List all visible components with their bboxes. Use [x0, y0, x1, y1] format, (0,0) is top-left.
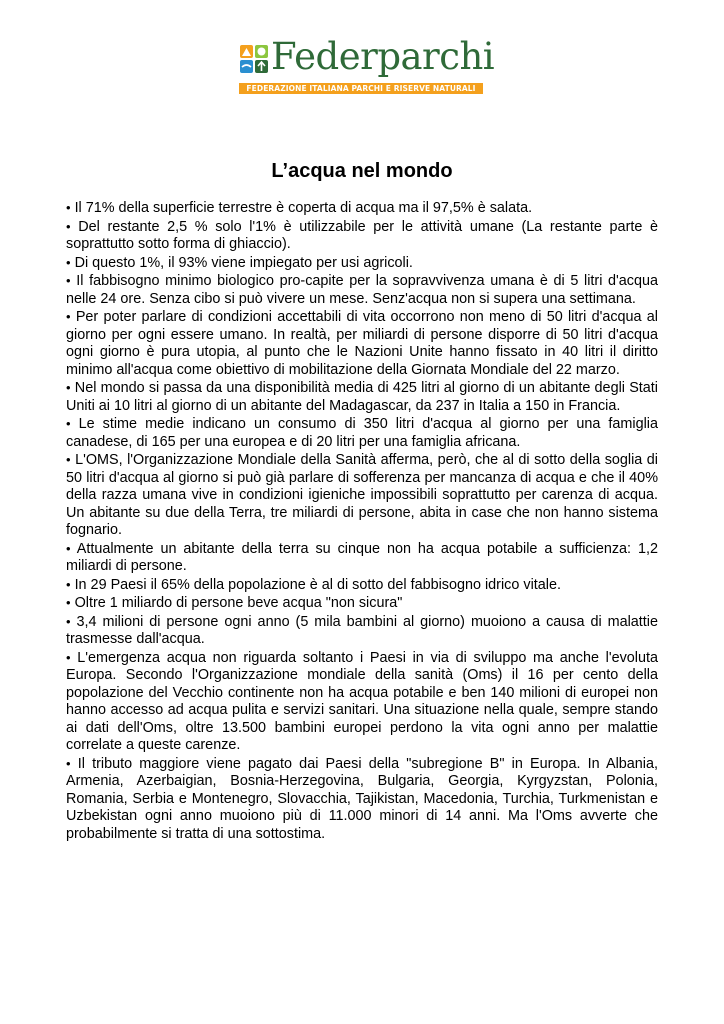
bullet-text: L'emergenza acqua non riguarda soltanto i Paesi in via di sviluppo ma anche l'evoluta Europa. Secondo l'Organizzazione mondiale della sanità (Oms) il 16 per cento della popolazione del Vecchio continente non ha acqua potabile e ben 140 milioni di europei non hanno accesso ad acqua pulita e servizi sanitari. Una situazione nella quale, sempre stando ai dati dell'Oms, oltre 13.500 bambini europei perdono la vita ogni anno per malattie correlate a queste carenze. [66, 649, 659, 753]
bullet-dot: • [66, 613, 71, 629]
bullet-item [66, 254, 658, 273]
bullet-item [66, 540, 658, 576]
bullet-dot: • [66, 540, 71, 556]
bullet-item [66, 415, 658, 451]
bullet-dot: • [66, 576, 71, 592]
brand-name: Federparchi [271, 35, 495, 78]
bullet-text: Oltre 1 miliardo di persone beve acqua "non sicura" [74, 595, 403, 611]
bullet-item [66, 218, 658, 254]
bullet-item [66, 755, 658, 844]
bullet-text: Attualmente un abitante della terra su cinque non ha acqua potabile a sufficienza: 1,2 miliardi di persone. [66, 540, 658, 574]
bullet-text: Le stime medie indicano un consumo di 350 litri d'acqua al giorno per una famiglia canadese, di 165 per una europea e di 20 litri per una famiglia africana. [66, 416, 658, 450]
park-emblem-icon [239, 44, 269, 74]
bullet-dot: • [66, 755, 71, 771]
bullet-text: Di questo 1%, il 93% viene impiegato per usi agricoli. [74, 254, 413, 271]
brand-tagline: FEDERAZIONE ITALIANA PARCHI E RISERVE NATURALI [239, 83, 483, 94]
bullet-item [66, 613, 658, 649]
bullet-dot: • [66, 273, 71, 288]
bullet-item [66, 308, 658, 379]
bullet-text: Nel mondo si passa da una disponibilità media di 425 litri al giorno di un abitante degli Stati Uniti ai 10 litri al giorno di un abitante del Madagascar, da 237 in Italia a 150 in Francia. [66, 380, 658, 414]
bullet-text: Il 71% della superficie terrestre è coperta di acqua ma il 97,5% è salata. [74, 200, 533, 216]
bullet-dot: • [66, 649, 71, 665]
bullet-dot: • [66, 595, 71, 610]
bullet-item [66, 379, 658, 415]
bullet-dot: • [66, 416, 71, 431]
bullet-list [66, 199, 658, 843]
bullet-item [66, 272, 658, 308]
document-title: L’acqua nel mondo [271, 160, 453, 182]
bullet-text: L'OMS, l'Organizzazione Mondiale della Sanità afferma, però, che al di sotto della soglia di 50 litri d'acqua al giorno si può già parlare di sofferenza per mancanza di acqua e che il 40% della razza umana vive in condizioni igieniche impossibili soprattutto per carenza di acqua. Un abitante su due della Terra, tre miliardi di persone, abita in case che non hanno sistema fognario. [66, 452, 658, 538]
bullet-dot: • [66, 380, 71, 395]
bullet-item [66, 649, 658, 755]
bullet-dot: • [66, 254, 71, 270]
bullet-text: Del restante 2,5 % solo l'1% è utilizzabile per le attività umane (La restante parte è soprattutto sotto forma di ghiaccio). [66, 218, 659, 252]
bullet-item [66, 199, 658, 218]
bullet-text: Il tributo maggiore viene pagato dai Paesi della "subregione B" in Europa. In Albania, Armenia, Azerbaigian, Bosnia-Herzegovina, Bulgaria, Georgia, Kyrgyzstan, Polonia, Romania, Serbia e Montenegro, Slovacchia, Tajikistan, Macedonia, Turchia, Turkmenistan e Uzbekistan ogni anno muoiono più di 11.000 minori di 14 anni. Ma l'Oms avverte che probabilmente si tratta di una sottostima. [66, 755, 658, 842]
bullet-text: Il fabbisogno minimo biologico pro-capite per la sopravvivenza umana è di 5 litri d'acqua nelle 24 ore. Senza cibo si può vivere un mese. Senz'acqua non si supera una settimana. [66, 273, 658, 307]
bullet-item [66, 576, 658, 595]
bullet-dot: • [66, 200, 71, 215]
bullet-item [66, 451, 658, 540]
bullet-dot: • [66, 452, 71, 467]
bullet-dot: • [66, 309, 71, 324]
bullet-text: 3,4 milioni di persone ogni anno (5 mila bambini al giorno) muoiono a causa di malattie trasmesse dall'acqua. [66, 613, 659, 647]
bullet-text: Per poter parlare di condizioni accettabili di vita occorrono non meno di 50 litri d'acqua al giorno per ogni essere umano. In realtà, per miliardi di persone disporre di 50 litri d'acqua ogni giorno è pura utopia, al punto che le Nazioni Unite hanno fissato in 40 litri il diritto minimo all'acqua come obiettivo di mobilitazione della Giornata Mondiale del 22 marzo. [66, 309, 659, 378]
federparchi-logo [239, 35, 495, 94]
bullet-dot: • [66, 218, 71, 234]
bullet-item [66, 594, 658, 613]
bullet-text: In 29 Paesi il 65% della popolazione è al di sotto del fabbisogno idrico vitale. [74, 576, 561, 593]
